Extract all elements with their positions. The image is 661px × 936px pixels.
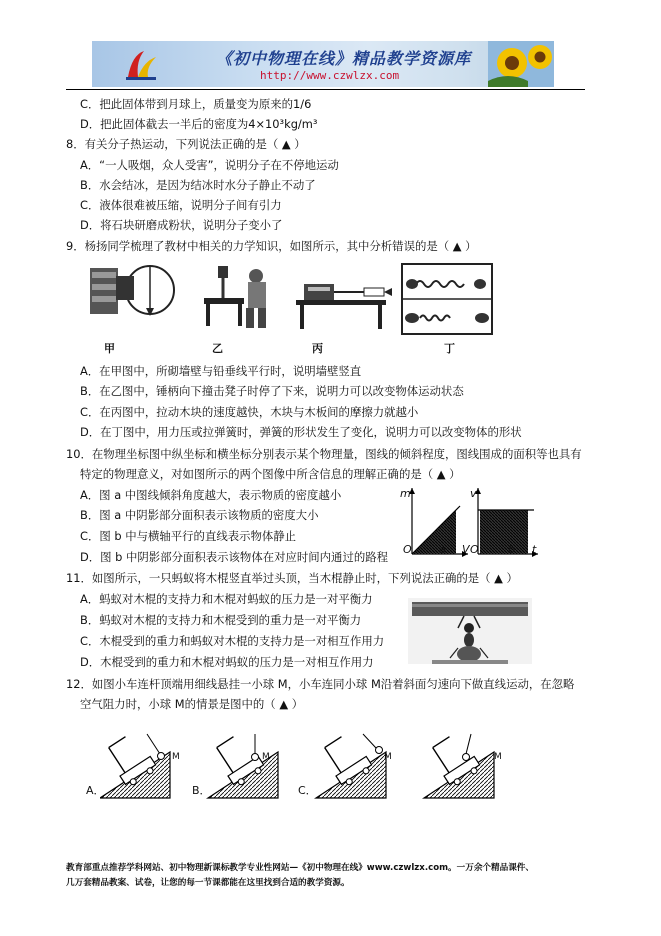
- graph-b: [475, 488, 538, 557]
- q12-stem-line2: 空气阻力时，小球 M的情景是图中的（ ▲ ）: [80, 697, 304, 711]
- q10-stem-line1: 10．在物理坐标图中纵坐标和横坐标分别表示某个物理量，图线的倾斜程度，图线围成的面积等也具有: [66, 447, 582, 461]
- q9-figure: [86, 262, 496, 340]
- ball-label-c: M: [384, 752, 392, 762]
- header-rule: [66, 89, 585, 90]
- fig-label-bing: 丙: [312, 342, 323, 355]
- graph-a-xlabel: V: [462, 543, 470, 556]
- footer-line2: 几万套精品教案、试卷，让您的每一节课都能在这里找到合适的教学资源。: [66, 878, 350, 888]
- figure-letter-b: B．: [192, 784, 211, 797]
- q8-stem: 8．有关分子热运动，下列说法正确的是（ ▲ ）: [66, 137, 306, 151]
- graph-b-mark: b: [508, 543, 515, 556]
- ball-label-b: M: [262, 752, 270, 762]
- fig-label-ding: 丁: [444, 342, 455, 355]
- graph-b-ylabel: v: [470, 487, 477, 500]
- q11-option-d: D．木棍受到的重力和木棍对蚂蚁的压力是一对相互作用力: [80, 655, 374, 669]
- fig-label-yi: 乙: [212, 342, 223, 355]
- header-banner: [92, 41, 554, 87]
- q8-option-c: C．液体很难被压缩，说明分子间有引力: [80, 198, 282, 212]
- fig-label-jia: 甲: [104, 342, 115, 355]
- plumb-line-figure: [90, 266, 174, 316]
- q11-option-a: A．蚂蚁对木棍的支持力和木棍对蚂蚁的压力是一对平衡力: [80, 592, 373, 606]
- q9-option-d: D．在丁图中，用力压或拉弹簧时，弹簧的形状发生了变化，说明力可以改变物体的形状: [80, 425, 522, 439]
- q7-option-c: C．把此固体带到月球上，质量变为原来的1/6: [80, 97, 312, 111]
- ball-label-d: M: [494, 752, 502, 762]
- sunflower-image: [488, 41, 554, 87]
- cart-option-a: [100, 731, 170, 798]
- q10-stem-line2: 特定的物理意义，对如图所示的两个图像中所含信息的理解正确的是（ ▲ ）: [80, 467, 461, 481]
- q10-option-a: A．图 a 中图线倾斜角度越大，表示物质的密度越小: [80, 488, 342, 502]
- graph-a-origin: O: [403, 543, 412, 556]
- friction-block-figure: [296, 284, 392, 329]
- q10-option-b: B．图 a 中阴影部分面积表示该物质的密度大小: [80, 508, 319, 522]
- spring-figure: [402, 264, 492, 334]
- q8-option-a: A．“一人吸烟，众人受害”，说明分子在不停地运动: [80, 158, 339, 172]
- figure-letter-c: C．: [298, 784, 317, 797]
- q9-option-c: C．在丙图中，拉动木块的速度越快，木块与木板间的摩擦力就越小: [80, 405, 419, 419]
- q8-option-b: B．水会结冰，是因为结冰时水分子静止不动了: [80, 178, 316, 192]
- q9-stem: 9．杨扬同学梳理了教材中相关的力学知识，如图所示，其中分析错误的是（ ▲ ）: [66, 239, 477, 253]
- cart-option-b: [208, 731, 278, 798]
- ant-stick-figure: [408, 598, 532, 664]
- q11-option-b: B．蚂蚁对木棍的支持力和木棍受到的重力是一对平衡力: [80, 613, 362, 627]
- figure-letter-a: A．: [86, 784, 105, 797]
- q8-option-d: D．将石块研磨成粉状，说明分子变小了: [80, 218, 283, 232]
- q12-stem-line1: 12．如图小车连杆顶端用细线悬挂一小球 M，小车连同小球 M沿着斜面匀速向下做直线运动，在忽略: [66, 677, 575, 691]
- q9-option-a: A．在甲图中，所砌墙壁与铅垂线平行时，说明墙壁竖直: [80, 364, 362, 378]
- hammer-stool-figure: [204, 266, 266, 328]
- banner-url[interactable]: http://www.czwlzx.com: [260, 69, 400, 82]
- banner-title: 《初中物理在线》精品教学资源库: [216, 49, 472, 68]
- ball-label-a: M: [172, 752, 180, 762]
- q9-option-b: B．在乙图中，锤柄向下撞击凳子时停了下来，说明力可以改变物体运动状态: [80, 384, 464, 398]
- graph-a-ylabel: m: [400, 487, 411, 500]
- q11-option-c: C．木棍受到的重力和蚂蚁对木棍的支持力是一对相互作用力: [80, 634, 385, 648]
- graph-b-xlabel: t: [532, 543, 537, 556]
- cart-option-c: [316, 731, 386, 798]
- graph-b-origin: O: [470, 543, 479, 556]
- cart-option-d: [424, 731, 494, 798]
- q7-option-d: D．把此固体截去一半后的密度为4×10³kg/m³: [80, 117, 318, 131]
- q11-stem: 11．如图所示，一只蚂蚁将木棍竖直举过头顶，当木棍静止时，下列说法正确的是（ ▲ ）: [66, 571, 518, 585]
- q10-option-d: D．图 b 中阴影部分面积表示该物体在对应时间内通过的路程: [80, 550, 389, 564]
- site-logo: [122, 47, 162, 83]
- footer-line1: 教育部重点推荐学科网站、初中物理新课标教学专业性网站—《初中物理在线》www.czwlzx.com。一万余个精品课件、: [66, 863, 534, 873]
- q10-option-c: C．图 b 中与横轴平行的直线表示物体静止: [80, 529, 297, 543]
- graph-a-mark: a: [439, 543, 446, 556]
